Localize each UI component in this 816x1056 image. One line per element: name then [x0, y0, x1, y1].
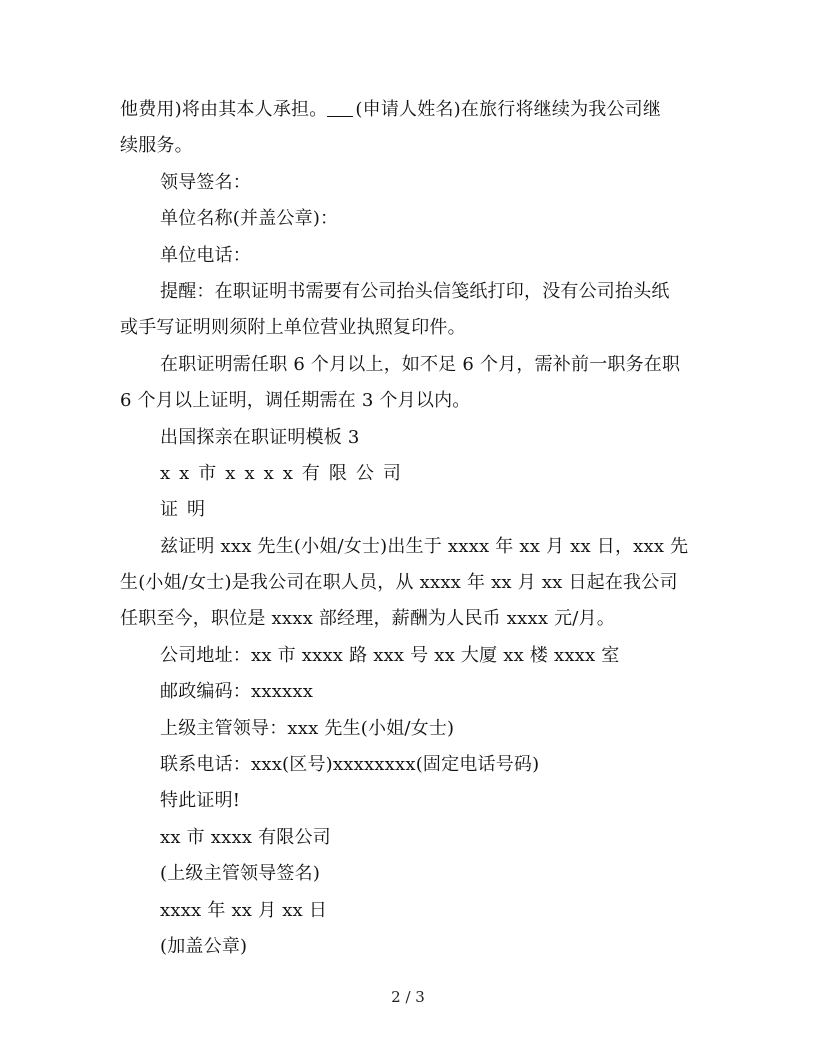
company-name-label: 单位名称(并盖公章)：: [160, 208, 339, 230]
closing-statement: 特此证明!: [160, 790, 241, 812]
paragraph-line-2: 续服务。: [120, 135, 193, 157]
certificate-body-line-2: 生(小姐/女士)是我公司在职人员，从 xxxx 年 xx 月 xx 日起在我公司: [120, 572, 678, 594]
certificate-title: 证明: [160, 499, 214, 521]
company-address: 公司地址：xx 市 xxxx 路 xxx 号 xx 大厦 xx 楼 xxxx 室: [160, 644, 620, 666]
page-number: 2 / 3: [391, 988, 425, 1006]
line-1-text-after-blank: (申请人姓名)在旅行将继续为我公司继: [355, 99, 662, 120]
reminder-line-2: 或手写证明则须附上单位营业执照复印件。: [120, 317, 466, 339]
contact-phone: 联系电话：xxx(区号)xxxxxxxx(固定电话号码): [160, 754, 540, 776]
leader-signature-label: 领导签名：: [160, 171, 251, 193]
certificate-body-line-1: 兹证明 xxx 先生(小姐/女士)出生于 xxxx 年 xx 月 xx 日，xxx 先: [160, 535, 689, 557]
reminder-line-1: 提醒：在职证明书需要有公司抬头信笺纸打印，没有公司抬头纸: [160, 280, 670, 302]
applicant-name-blank: [327, 98, 353, 117]
postal-code: 邮政编码：xxxxxx: [160, 681, 314, 703]
company-phone-label: 单位电话：: [160, 244, 251, 266]
document-body: [120, 92, 700, 965]
tenure-note-line-2: 6 个月以上证明，调任期需在 3 个月以内。: [120, 390, 471, 412]
signature-supervisor: (上级主管领导签名): [160, 863, 321, 885]
signature-date: xxxx 年 xx 月 xx 日: [160, 899, 328, 921]
template-heading: 出国探亲在职证明模板 3: [160, 426, 360, 448]
tenure-note-line-1: 在职证明需任职 6 个月以上，如不足 6 个月，需补前一职务在职: [160, 353, 681, 375]
certificate-body-line-3: 任职至今，职位是 xxxx 部经理，薪酬为人民币 xxxx 元/月。: [120, 608, 615, 630]
company-title: xx市xxxx有限公司: [160, 462, 410, 484]
supervisor: 上级主管领导：xxx 先生(小姐/女士): [160, 717, 455, 739]
signature-company: xx 市 xxxx 有限公司: [160, 826, 331, 848]
line-1-text-before-blank: 他费用)将由其本人承担。: [120, 99, 328, 120]
paragraph-line-1: [120, 92, 700, 128]
signature-seal: (加盖公章): [160, 935, 248, 957]
